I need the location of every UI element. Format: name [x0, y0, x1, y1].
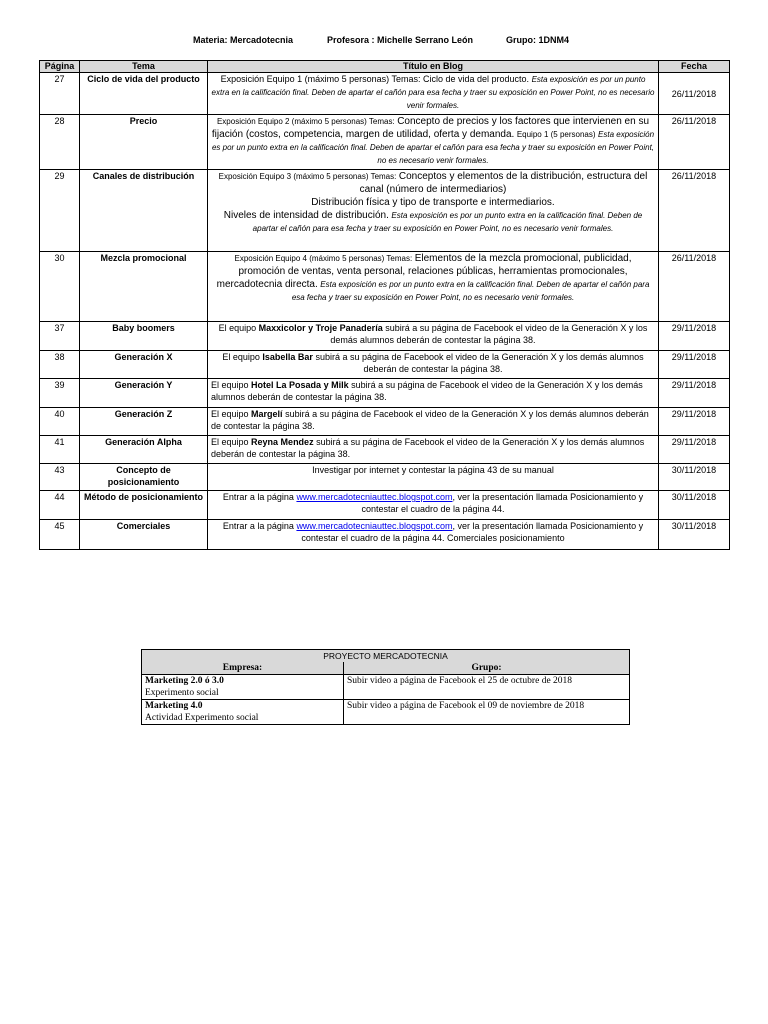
cell-pagina: 30 — [40, 252, 80, 322]
table-row — [40, 73, 730, 115]
cell-fecha: 29/11/2018 — [659, 351, 730, 379]
titulo-note: Esta exposición es por un punto extra en la calificación final. Deben de apartar el cañón para esa fecha y traer su exposición en Power Point, no es necesario venir formales. — [211, 75, 655, 110]
titulo-note: Esta exposición es por un punto extra en la calificación final. Deben de apartar el cañón para esa fecha y traer su exposición en Power Point, no es necesario venir formales. — [291, 280, 650, 302]
cell-fecha: 30/11/2018 — [659, 464, 730, 491]
titulo-pre: El equipo — [211, 437, 249, 447]
column-header-titulo: Título en Blog — [208, 61, 659, 73]
marketing-name: Marketing 2.0 ó 3.0 — [145, 676, 224, 686]
titulo-team: Hotel La Posada y Milk — [251, 380, 349, 390]
cell-fecha: 26/11/2018 — [659, 115, 730, 170]
cell-pagina: 39 — [40, 379, 80, 408]
titulo-team: Equipo 1 (5 personas) — [516, 130, 596, 139]
cell-pagina: 43 — [40, 464, 80, 491]
project-cell-marketing — [142, 700, 344, 725]
teacher-label: Profesora : Michelle Serrano León — [327, 35, 474, 45]
titulo-note: Esta exposición es por un punto extra en la calificación final. Deben de apartar el cañón para esa fecha y traer su exposición en Power Point, no es necesario venir formales. — [252, 211, 643, 233]
titulo-topics: Conceptos y elementos de la distribución, estructura del canal (número de intermediarios) — [359, 171, 648, 195]
column-header-fecha: Fecha — [659, 61, 730, 73]
project-row — [142, 675, 630, 700]
cell-titulo — [208, 351, 659, 379]
cell-fecha: 26/11/2018 — [659, 252, 730, 322]
project-cell-task: Subir video a página de Facebook el 25 de octubre de 2018 — [344, 675, 630, 700]
titulo-team: Margelí — [251, 409, 283, 419]
column-header-pagina: Página — [40, 61, 80, 73]
project-header-row — [142, 662, 630, 675]
table-row — [40, 252, 730, 322]
table-row — [40, 408, 730, 436]
titulo-pre: El equipo — [211, 409, 249, 419]
cell-tema: Precio — [80, 115, 208, 170]
titulo-post: subirá a su página de Facebook el video de la Generación X y los demás alumnos deberán de contestar la página 38. — [211, 380, 643, 402]
cell-titulo: Investigar por internet y contestar la página 43 de su manual — [208, 464, 659, 491]
cell-titulo — [208, 379, 659, 408]
cell-tema: Concepto de posicionamiento — [80, 464, 208, 491]
cell-pagina: 38 — [40, 351, 80, 379]
cell-fecha: 30/11/2018 — [659, 491, 730, 520]
table-row — [40, 322, 730, 351]
titulo-pre: Entrar a la página — [222, 521, 294, 531]
project-cell-marketing — [142, 675, 344, 700]
cell-fecha: 26/11/2018 — [659, 73, 730, 115]
titulo-team: Isabella Bar — [262, 352, 313, 362]
table-row — [40, 464, 730, 491]
cell-titulo — [208, 322, 659, 351]
titulo-team: Reyna Mendez — [251, 437, 314, 447]
titulo-topics-2: Distribución física y tipo de transporte e intermediarios. — [311, 197, 555, 208]
titulo-topics: Elementos de la mezcla promocional, publicidad, promoción de ventas, venta personal, relaciones públicas, herramientas promocionales, mercadotecnia directa. — [216, 253, 632, 290]
cell-titulo — [208, 408, 659, 436]
group-label: Grupo: 1DNM4 — [506, 35, 569, 45]
project-col-empresa: Empresa: — [142, 662, 344, 675]
subject-label: Materia: Mercadotecnia — [193, 35, 294, 45]
table-row — [40, 520, 730, 550]
table-row — [40, 379, 730, 408]
project-title: PROYECTO MERCADOTECNIA — [142, 650, 630, 663]
blog-link[interactable]: www.mercadotecniauttec.blogspot.com — [296, 492, 453, 502]
cell-tema: Ciclo de vida del producto — [80, 73, 208, 115]
cell-fecha: 29/11/2018 — [659, 436, 730, 464]
project-cell-task: Subir video a página de Facebook el 09 de noviembre de 2018 — [344, 700, 630, 725]
cell-fecha: 30/11/2018 — [659, 520, 730, 550]
marketing-activity: Actividad Experimento social — [145, 713, 259, 723]
titulo-pre: El equipo — [222, 352, 260, 362]
cell-fecha: 29/11/2018 — [659, 408, 730, 436]
titulo-post: subirá a su página de Facebook el video de la Generación X y los demás alumnos deberán de contestar la página 38. — [330, 323, 648, 345]
titulo-pre: El equipo — [218, 323, 257, 333]
cell-tema: Canales de distribución — [80, 170, 208, 252]
titulo-note: Esta exposición es por un punto extra en la calificación final. Deben de apartar el cañón para esa fecha y traer su exposición en Power Point, no es necesario venir formales. — [211, 130, 655, 165]
cell-tema: Comerciales — [80, 520, 208, 550]
schedule-table — [39, 60, 730, 550]
cell-fecha: 29/11/2018 — [659, 322, 730, 351]
cell-titulo — [208, 170, 659, 252]
titulo-team: Maxxicolor y Troje Panadería — [258, 323, 383, 333]
marketing-name: Marketing 4.0 — [145, 701, 203, 711]
titulo-pre: Entrar a la página — [222, 492, 294, 502]
cell-tema: Mezcla promocional — [80, 252, 208, 322]
table-row — [40, 491, 730, 520]
project-col-grupo: Grupo: — [344, 662, 630, 675]
titulo-text: Exposición Equipo 2 (máximo 5 personas) Temas: — [216, 117, 395, 126]
cell-tema: Método de posicionamiento — [80, 491, 208, 520]
cell-titulo — [208, 115, 659, 170]
titulo-topics-3: Niveles de intensidad de distribución. — [223, 210, 389, 221]
cell-pagina: 28 — [40, 115, 80, 170]
titulo-pre: El equipo — [211, 380, 249, 390]
cell-fecha: 26/11/2018 — [659, 170, 730, 252]
cell-pagina: 29 — [40, 170, 80, 252]
table-row — [40, 351, 730, 379]
cell-pagina: 40 — [40, 408, 80, 436]
titulo-text: Exposición Equipo 1 (máximo 5 personas) Temas: Ciclo de vida del producto. — [220, 74, 530, 84]
titulo-topics: Concepto de precios y los factores que intervienen en su fijación (costos, competencia, margen de utilidad, oferta y demanda. — [211, 116, 650, 140]
cell-titulo — [208, 73, 659, 115]
cell-tema: Baby boomers — [80, 322, 208, 351]
titulo-text: Exposición Equipo 3 (máximo 5 personas) Temas: — [218, 172, 397, 181]
project-title-row — [142, 650, 630, 663]
titulo-post: , ver la presentación llamada Posicionamiento y contestar el cuadro de la página 44. — [361, 492, 644, 514]
cell-tema: Generación Y — [80, 379, 208, 408]
titulo-post: subirá a su página de Facebook el video de la Generación X y los demás alumnos deberán de contestar la página 38. — [211, 409, 649, 431]
titulo-post: subirá a su página de Facebook el video de la Generación X y los demás alumnos deberán de contestar la página 38. — [211, 437, 645, 459]
titulo-post: , ver la presentación llamada Posicionamiento y contestar el cuadro de la página 44. Comerciales posicionamiento — [301, 521, 644, 543]
cell-pagina: 27 — [40, 73, 80, 115]
blog-link[interactable]: www.mercadotecniauttec.blogspot.com — [296, 521, 453, 531]
cell-fecha: 29/11/2018 — [659, 379, 730, 408]
cell-pagina: 44 — [40, 491, 80, 520]
cell-pagina: 45 — [40, 520, 80, 550]
project-row — [142, 700, 630, 725]
cell-titulo — [208, 252, 659, 322]
cell-tema: Generación X — [80, 351, 208, 379]
titulo-post: subirá a su página de Facebook el video de la Generación X y los demás alumnos deberán de contestar la página 38. — [315, 352, 644, 374]
cell-tema: Generación Z — [80, 408, 208, 436]
cell-pagina: 37 — [40, 322, 80, 351]
table-row — [40, 170, 730, 252]
document-header — [0, 35, 768, 51]
cell-pagina: 41 — [40, 436, 80, 464]
marketing-activity: Experimento social — [145, 688, 219, 698]
table-row — [40, 115, 730, 170]
cell-titulo — [208, 520, 659, 550]
table-header-row — [40, 61, 730, 73]
cell-titulo — [208, 436, 659, 464]
cell-tema: Generación Alpha — [80, 436, 208, 464]
column-header-tema: Tema — [80, 61, 208, 73]
cell-titulo — [208, 491, 659, 520]
project-table — [141, 649, 630, 725]
titulo-text: Exposición Equipo 4 (máximo 5 personas) Temas: — [234, 254, 413, 263]
table-row — [40, 436, 730, 464]
